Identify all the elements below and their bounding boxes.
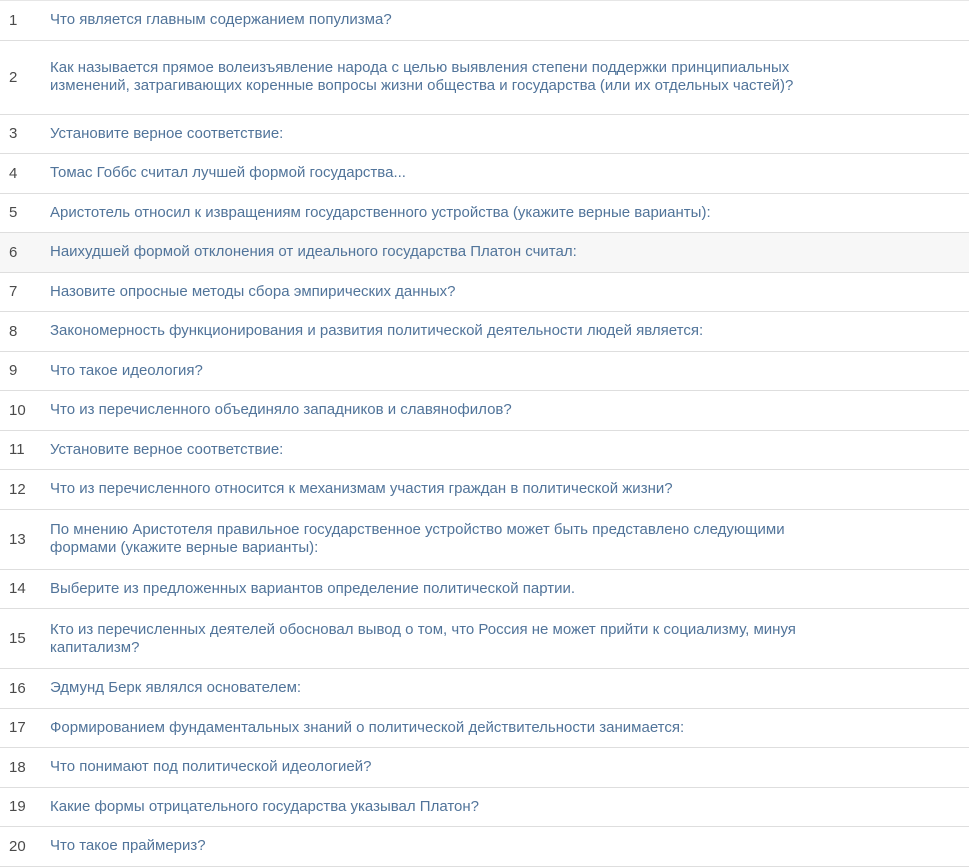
question-row (0, 1, 969, 41)
question-number: 1 (9, 11, 18, 29)
question-number: 17 (9, 719, 26, 737)
question-link[interactable]: Кто из перечисленных деятелей обосновал вывод о том, что Россия не может прийти к социализму, минуя капитализм? (50, 620, 796, 656)
question-link[interactable]: Что является главным содержанием популизма? (50, 11, 392, 29)
question-number: 8 (9, 322, 18, 340)
question-number: 7 (9, 283, 18, 301)
question-row (0, 669, 969, 709)
question-link[interactable]: Что из перечисленного относится к механизмам участия граждан в политической жизни? (50, 480, 673, 498)
question-row (0, 41, 969, 115)
question-row (0, 312, 969, 352)
question-row (0, 194, 969, 234)
question-number: 5 (9, 204, 18, 222)
question-number: 3 (9, 125, 18, 143)
question-number: 12 (9, 480, 26, 498)
question-link[interactable]: Выберите из предложенных вариантов определение политической партии. (50, 579, 576, 597)
question-link[interactable]: По мнению Аристотеля правильное государственное устройство может быть представлено следующими формами (укажите верные варианты): (50, 521, 785, 556)
question-number: 6 (9, 243, 18, 261)
question-link[interactable]: Назовите опросные методы сбора эмпирических данных? (50, 282, 456, 300)
question-link[interactable]: Томас Гоббс считал лучшей формой государства... (50, 164, 406, 182)
question-link[interactable]: Наихудшей формой отклонения от идеального государства Платон считал: (50, 243, 577, 261)
question-row (0, 115, 969, 155)
question-row (0, 709, 969, 749)
question-number: 15 (9, 630, 26, 647)
question-link[interactable]: Формированием фундаментальных знаний о политической действительности занимается: (50, 718, 685, 736)
question-link[interactable]: Что такое праймериз? (50, 837, 206, 855)
question-number: 20 (9, 837, 26, 855)
question-number: 14 (9, 580, 26, 598)
question-row (0, 233, 969, 273)
question-row (0, 748, 969, 788)
question-row (0, 431, 969, 471)
question-number: 19 (9, 798, 26, 816)
question-number: 11 (9, 441, 25, 459)
question-number: 13 (9, 530, 26, 548)
question-row (0, 470, 969, 510)
question-link[interactable]: Что такое идеология? (50, 361, 203, 379)
question-link[interactable]: Что понимают под политической идеологией? (50, 758, 372, 776)
question-number: 2 (9, 68, 18, 86)
question-link[interactable]: Эдмунд Берк являлся основателем: (50, 679, 302, 697)
question-row (0, 273, 969, 313)
question-number: 10 (9, 401, 26, 419)
question-row (0, 609, 969, 669)
question-link[interactable]: Аристотель относил к извращениям государственного устройства (укажите верные варианты): (50, 203, 711, 221)
question-row (0, 510, 969, 570)
question-number: 16 (9, 679, 26, 697)
question-link[interactable]: Что из перечисленного объединяло западников и славянофилов? (50, 401, 512, 419)
question-link[interactable]: Какие формы отрицательного государства указывал Платон? (50, 797, 480, 815)
question-number: 18 (9, 758, 26, 776)
question-row (0, 788, 969, 828)
question-link[interactable]: Как называется прямое волеизъявление народа с целью выявления степени поддержки принципиальных изменений, затрагивающих коренные вопросы жизни общества и государства (или их отдельных частей)? (50, 59, 794, 94)
question-link[interactable]: Установите верное соответствие: (50, 124, 284, 142)
question-row (0, 570, 969, 610)
question-row (0, 391, 969, 431)
question-row (0, 154, 969, 194)
question-row (0, 352, 969, 392)
question-link[interactable]: Установите верное соответствие: (50, 440, 284, 458)
question-number: 4 (9, 164, 18, 182)
question-link[interactable]: Закономерность функционирования и развития политической деятельности людей является: (50, 322, 704, 340)
question-number: 9 (9, 362, 18, 380)
